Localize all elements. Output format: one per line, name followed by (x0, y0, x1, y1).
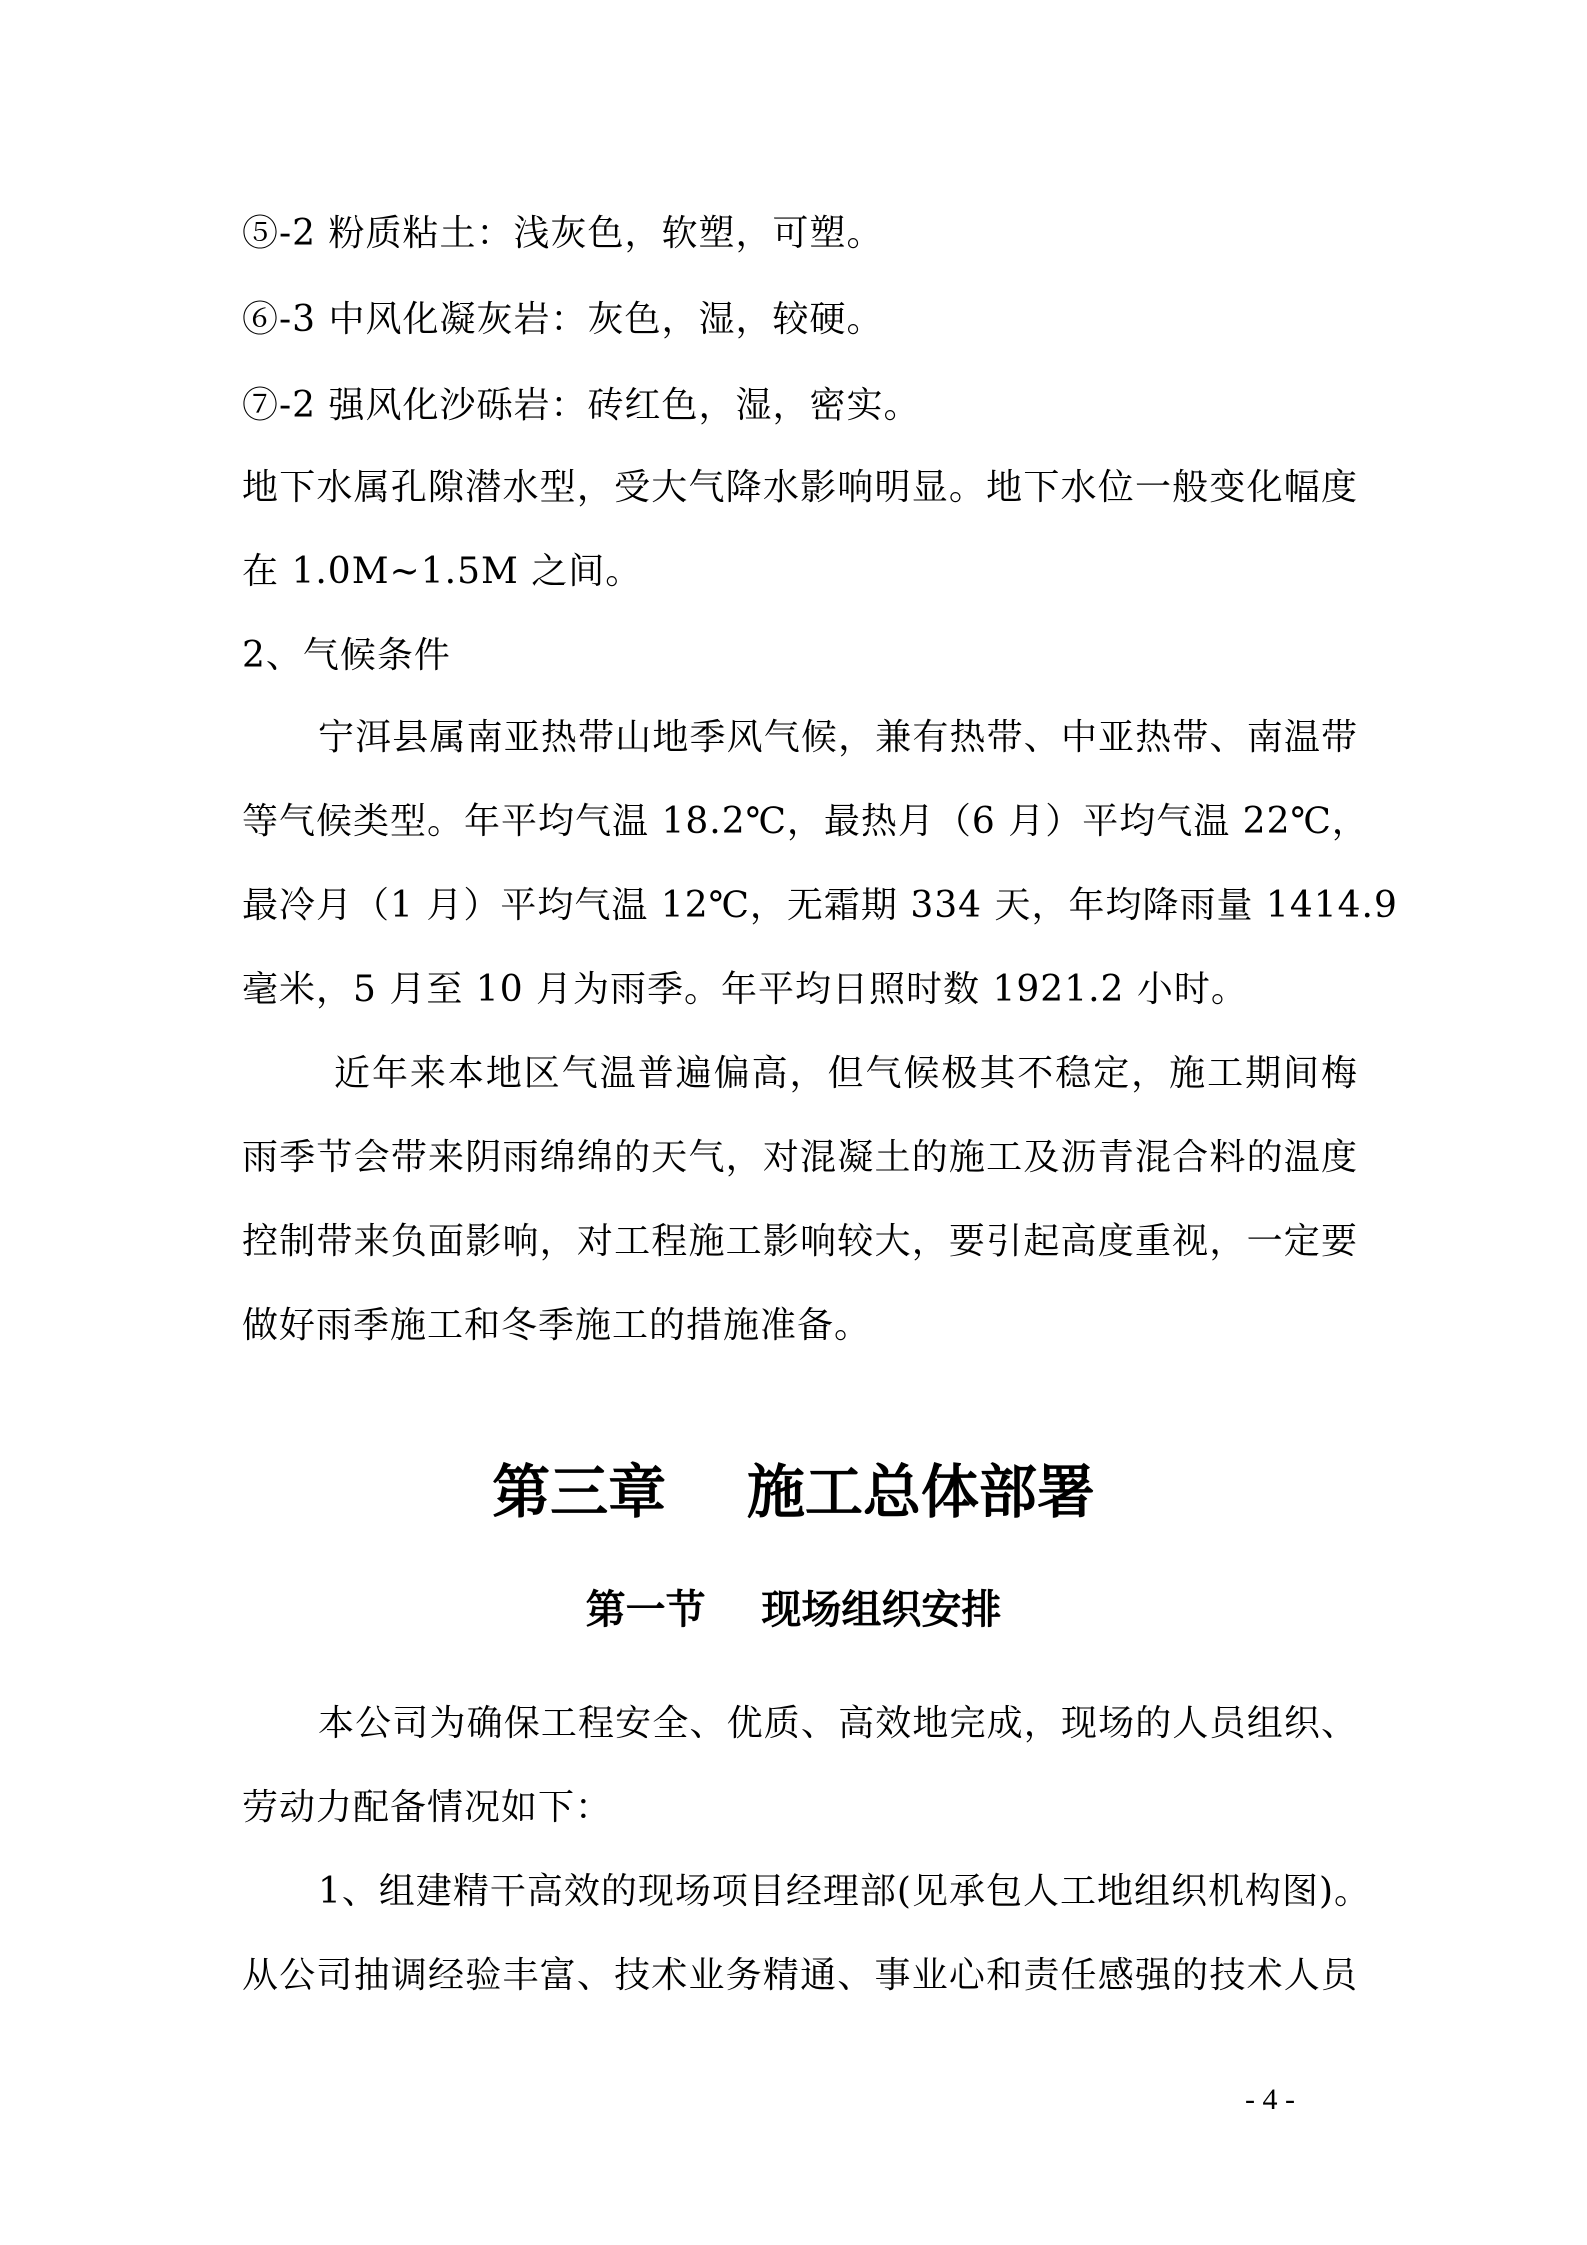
groundwater-line-1: 地下水属孔隙潜水型，受大气降水影响明显。地下水位一般变化幅度 (242, 467, 1358, 508)
chapter-title: 第三章 施工总体部署 (492, 1458, 1095, 1526)
climate-heading: 2、气候条件 (242, 635, 451, 676)
section-item1-line-2: 从公司抽调经验丰富、技术业务精通、事业心和责任感强的技术人员 (242, 1955, 1358, 1996)
section-intro-line-1: 本公司为确保工程安全、优质、高效地完成，现场的人员组织、 (318, 1703, 1358, 1744)
groundwater-line-2: 在 1.0M~1.5M 之间。 (242, 551, 643, 592)
soil-item-7-2: ⑦-2 强风化沙砾岩：砖红色，湿，密实。 (242, 385, 921, 426)
climate-para2-line-3: 控制带来负面影响，对工程施工影响较大，要引起高度重视，一定要 (242, 1221, 1358, 1262)
soil-item-6-3: ⑥-3 中风化凝灰岩：灰色，湿，较硬。 (242, 299, 884, 340)
section-title: 第一节 现场组织安排 (585, 1587, 1002, 1633)
climate-para1-line-1: 宁洱县属南亚热带山地季风气候，兼有热带、中亚热带、南温带 (318, 717, 1358, 758)
climate-para1-line-3: 最冷月（1 月）平均气温 12℃，无霜期 334 天，年均降雨量 1414.9 (242, 885, 1398, 926)
climate-para1-line-2: 等气候类型。年平均气温 18.2℃，最热月（6 月）平均气温 22℃， (242, 801, 1369, 842)
page-number: - 4 - (1245, 2083, 1295, 2116)
climate-para2-line-4: 做好雨季施工和冬季施工的措施准备。 (242, 1305, 872, 1346)
climate-para2-line-1: 近年来本地区气温普遍偏高，但气候极其不稳定，施工期间梅 (334, 1053, 1358, 1094)
section-item1-line-1: 1、组建精干高效的现场项目经理部(见承包人工地组织机构图)。 (318, 1871, 1371, 1912)
section-intro-line-2: 劳动力配备情况如下： (242, 1787, 613, 1828)
climate-para1-line-4: 毫米，5 月至 10 月为雨季。年平均日照时数 1921.2 小时。 (242, 969, 1248, 1010)
climate-para2-line-2: 雨季节会带来阴雨绵绵的天气，对混凝土的施工及沥青混合料的温度 (242, 1137, 1358, 1178)
soil-item-5-2: ⑤-2 粉质粘土：浅灰色，软塑，可塑。 (242, 213, 884, 254)
